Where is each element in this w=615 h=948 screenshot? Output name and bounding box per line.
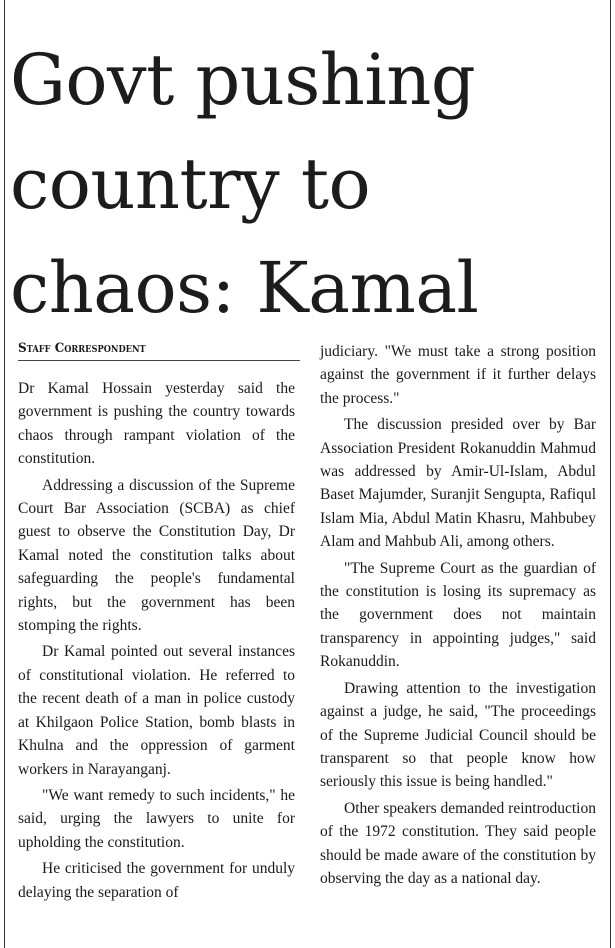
headline-line: country to	[10, 143, 371, 225]
byline-text: Staff Correspondent	[18, 341, 146, 356]
body-paragraph: Other speakers demanded reintroduction of the 1972 constitution. They said people should be made aware of the constitution by observing the day as a national day.	[320, 799, 596, 887]
headline	[10, 28, 610, 340]
byline-underline	[18, 360, 300, 361]
body-paragraph: "We want remedy to such incidents," he said, urging the lawyers to unite for upholding the constitution.	[18, 786, 295, 851]
body-paragraph: He criticised the government for unduly delaying the separation of	[18, 860, 295, 901]
headline-line: chaos: Kamal	[10, 247, 479, 329]
body-paragraph: The discussion presided over by Bar Association President Rokanuddin Mahmud was addressed by Amir-Ul-Islam, Abdul Baset Majumder, Suranjit Sengupta, Rafiqul Islam Mia, Abdul Matin Khasru, Mahbubey Alam and Mahbub Ali, among others.	[320, 416, 596, 551]
article-column-left	[18, 377, 295, 907]
right-column-rule	[610, 0, 611, 948]
body-paragraph: Dr Kamal pointed out several instances of constitutional violation. He referred to the recent death of a man in police custody at Khilgaon Police Station, bomb blasts in Khulna and the oppression of garment workers in Narayanganj.	[18, 643, 295, 778]
body-paragraph: Dr Kamal Hossain yesterday said the government is pushing the country towards chaos through rampant violation of the constitution.	[18, 380, 295, 468]
left-column-rule	[4, 0, 5, 948]
body-paragraph: "The Supreme Court as the guardian of the constitution is losing its supremacy as the government does not maintain transparency in appointing judges," said Rokanuddin.	[320, 559, 596, 671]
body-paragraph: Addressing a discussion of the Supreme Court Bar Association (SCBA) as chief guest to observe the Constitution Day, Dr Kamal noted the constitution talks about safeguarding the people's fundamental rights, but the government has been stomping the rights.	[18, 476, 295, 635]
body-paragraph: judiciary. "We must take a strong position against the government if it further delays the process."	[320, 343, 596, 407]
body-paragraph: Drawing attention to the investigation against a judge, he said, "The proceedings of the Supreme Judicial Council should be transparent so that people know how seriously this issue is being handled."	[320, 679, 596, 791]
byline	[18, 341, 146, 357]
headline-line: Govt pushing	[10, 39, 476, 121]
article-column-right	[320, 340, 596, 893]
